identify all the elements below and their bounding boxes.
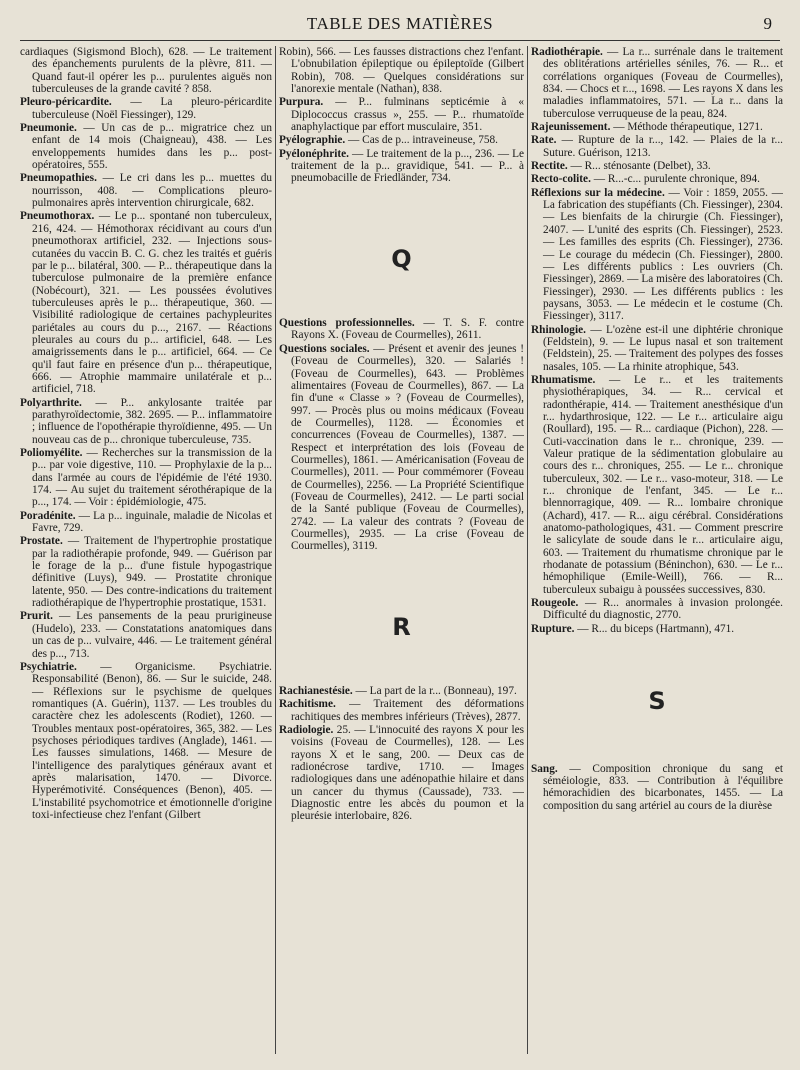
index-entry <box>531 187 783 323</box>
entry-text: — La p... inguinale, maladie de Nicolas et Favre, 729. <box>32 509 272 535</box>
entry-headword: Polyarthrite. <box>20 396 82 409</box>
entry-text: — Traitement de l'hypertrophie prostatique par la radiothérapie profonde, 949. — Guérison par le forage de la p... d'une fistule hypogastrique définitive (Luys), 949. — Prostatite chronique latente, 950. — Des contre-indications du traitement radiothérapique de l'hypertrophie prostatique, 1531. <box>32 535 272 610</box>
entry-headword: Pyélonéphrite. <box>279 147 349 160</box>
index-entry <box>279 685 524 697</box>
section-letter-q: Q <box>391 244 412 273</box>
header-rule <box>20 40 780 41</box>
entry-text: — Le cri dans les p... muettes du nourrisson, 408. — Complications pleuro-pulmonaires après intervention chirurgicale, 682. <box>32 172 272 210</box>
page-header <box>20 14 780 38</box>
entry-text: — La r... surrénale dans le traitement des oblitérations artérielles séniles, 76. — R... et corrélations organiques (Foveau de Courmelles), 834. — Chocs et r..., 1698. — Les rayons X dans les maladies inflammatoires, 571. — La r... dans la tuberculose verruqueuse de la peau, 824. <box>543 46 783 120</box>
column-2 <box>279 46 524 1056</box>
entry-text: Robin), 566. — Les fausses distractions chez l'enfant. L'obnubilation épileptique ou épileptoïde (Gilbert Robin), 708. — Quelques considérations sur l'anorexie mentale (Nathan), 838. <box>279 46 524 96</box>
index-entry <box>531 324 783 373</box>
entry-text: — P... ankylosante traitée par parathyroïdectomie, 382. 2695. — P... inflammatoire ; influence de l'opothérapie thyroïdienne, 495. — Un nouveau cas de p... chronique tuberculeuse, 735. <box>32 396 272 446</box>
index-entry <box>531 121 783 133</box>
entry-text: — P... fulminans septicémie à « Diplococcus crassus », 255. — P... rhumatoïde anaphylactique par effort musculaire, 351. <box>291 96 524 134</box>
index-entry <box>20 447 272 509</box>
entry-text: — R...-c... purulente chronique, 894. <box>590 173 761 186</box>
index-entry <box>531 173 783 185</box>
entry-text: — Le p... spontané non tuberculeux, 216, 424. — Hémothorax récidivant au cours d'un pneumothorax artificiel, 232. — Injections sous-cutanées du vaccin B. C. G. chez les traités et guéris par le p... bilatéral, 300. — P... thérapeutique dans la tuberculose pulmonaire de la première enfance (Nobécourt), 321. — Les poussées évolutives tuberculeuses après le p... thérapeutique, 360. — Visibilité radiologique de certaines pachypleurites pariétales au cours du p..., 2167. — Réactions pleurales au cours du p... artificiel, 648. — Les amaigrissements dans le p... artificiel, 664. — Ce qu'il faut faire en présence d'un p... thérapeutique, 666. — Atrophie mammaire unilatérale et p... artificiel, 718. <box>32 210 272 396</box>
entry-headword: Rougeole. <box>531 597 579 610</box>
index-entry <box>20 510 272 535</box>
entry-headword: Purpura. <box>279 96 324 109</box>
entry-headword: Rhumatisme. <box>531 373 596 386</box>
entry-text: — Présent et avenir des jeunes ! (Foveau de Courmelles), 320. — Salariés ! (Foveau de Courmelles), 643. — Problèmes alimentaires (Foveau de Courmelles), 867. — La fin d'une « Classe » ? (Foveau de Courmelles), 997. — Procès plus ou moins médicaux (Foveau de Courmelles), 1128. — Économies et concurrences (Foveau de Courmelles), 1387. — Respect et interprétation des lois (Foveau de Courmelles), 1861. — Américanisation (Foveau de Courmelles), 2011. — Pour commémorer (Foveau de Courmelles), 2256. — La Propriété Scientifique (Foveau de Courmelles), 2412. — Le parti social de la Santé publique (Foveau de Courmelles), 2742. — La valeur des contrats ? (Foveau de Courmelles), 2935. — La crise (Foveau de Courmelles), 3119. <box>291 342 524 553</box>
index-entry <box>279 46 524 95</box>
entry-headword: Rate. <box>531 134 557 147</box>
index-entry <box>20 397 272 446</box>
index-entry <box>279 724 524 823</box>
entry-headword: Rajeunissement. <box>531 121 611 134</box>
index-entry <box>20 46 272 95</box>
index-entry <box>20 96 272 121</box>
entry-headword: Pyélographie. <box>279 134 346 147</box>
entry-text: — Le r... et les traitements physiothérapiques, 34. — R... cervical et radonthérapie, 414. — Traitement anesthésique d'un r... hydarthrosique, 122. — Le r... articulaire aigu (Roullard), 195. — R... cardiaque (Pichon), 228. — Cuti-vaccination dans le r... chronique, 239. — Valeur pratique de la sédimentation globulaire au cours des r... chroniques, 255. — Le r... chronique tuberculeux, 302. — Le r... vaso-moteur, 318. — Le r... chronique de l'enfant, 345. — Le r... blennorragique, 409. — R... lombaire chronique (Achard), 417. — R... aigu cérébral. Considérations anatomo-pathologiques, 431. — Comment prescrire le salicylate de soude dans le r... articulaire aigu, 603. — Traitement du rhumatisme chronique par le rhodanate de potassium (Béninchon), 630. — Le r... hémophilique (Emile-Weill), 766. — R... tuberculeux subaigu à poussées successives, 830. <box>543 373 783 596</box>
index-entry <box>531 597 783 622</box>
entry-text: — L'ozène est-il une diphtérie chronique (Feldstein), 9. — Le lupus nasal et son traitement (Feldstein), 25. — Traitement des polypes des fosses nasales, 105. — La rhinite atrophique, 543. <box>543 323 783 373</box>
index-entry <box>531 46 783 120</box>
entry-headword: Radiothérapie. <box>531 46 603 58</box>
entry-headword: Poliomyélite. <box>20 447 83 459</box>
index-entry <box>531 763 783 812</box>
entry-text: — Organicisme. Psychiatrie. Responsabilité (Benon), 86. — Sur le suicide, 248. — Réflexions sur le psychisme de quelques romantiques (A. Guérin), 1137. — Les troubles du caractère chez les adolescents (Rodiet), 1260. — Troubles mentaux post-opératoires, 365, 382. — Les psychoses périodiques tardives (Anglade), 1461. — Les fausses simulations, 1468. — Mesure de l'intelligence des paralytiques généraux avant et après malarisation, 1470. — Divorce. Hyperémotivité. Conséquences (Benon), 405. — L'instabilité psychomotrice et émotionnelle d'origine toxi-infectieuse chez l'enfant (Gilbert <box>32 660 272 821</box>
entry-text: — Cas de p... intraveineuse, 758. <box>345 134 499 147</box>
column-divider-2 <box>527 46 528 1054</box>
entry-text: — Voir : 1859, 2055. — La fabrication des stupéfiants (Ch. Fiessinger), 2304. — Les bienfaits de la chirurgie (Ch. Fiessinger), 2407. — L'unité des esprits (Ch. Fiessinger), 2523. — Les familles des esprits (Ch. Fiessinger), 2736. — Le courage du médecin (Ch. Fiessinger), 2800. — Les différents publics : Les ouvriers (Ch. Fiessinger), 2869. — La misère des laboratoires (Ch. Fiessinger), 2930. — Les différents publics : les paysans, 3053. — Le médecin et le costume (Ch. Fiessinger), 3117. <box>543 186 783 323</box>
entry-text: — R... sténosante (Delbet), 33. <box>567 160 711 173</box>
page-number: 9 <box>763 14 772 33</box>
entry-text: — R... du biceps (Hartmann), 471. <box>574 622 735 635</box>
index-entry <box>279 96 524 133</box>
entry-headword: Prostate. <box>20 535 63 548</box>
entry-headword: Pneumonie. <box>20 122 77 135</box>
entry-headword: Rectite. <box>531 160 568 173</box>
index-entry <box>279 698 524 723</box>
entry-headword: Questions sociales. <box>279 342 370 355</box>
entry-text: — Un cas de p... migratrice chez un enfant de 14 mois (Chaigneau), 438. — Les enveloppements humides dans les p... post-opératoires, 555. <box>32 122 272 172</box>
index-entry <box>279 134 524 146</box>
index-entry <box>279 343 524 553</box>
index-entry <box>279 317 524 342</box>
entry-headword: Prurit. <box>20 610 53 623</box>
entry-headword: Rachianestésie. <box>279 685 353 697</box>
index-entry <box>20 661 272 821</box>
entry-headword: Pleuro-péricardite. <box>20 96 112 109</box>
section-letter-r: R <box>392 612 411 641</box>
entry-text: — Méthode thérapeutique, 1271. <box>610 121 763 134</box>
entry-headword: Recto-colite. <box>531 173 591 186</box>
entry-headword: Rhinologie. <box>531 323 586 336</box>
page-title: TABLE DES MATIÈRES <box>306 14 494 33</box>
index-entry <box>20 210 272 395</box>
entry-headword: Pneumothorax. <box>20 210 95 223</box>
entry-headword: Psychiatrie. <box>20 660 77 673</box>
entry-headword: Radiologie. <box>279 724 334 737</box>
index-entry <box>20 535 272 609</box>
index-entry <box>531 623 783 635</box>
entry-headword: Réflexions sur la médecine. <box>531 186 665 199</box>
entry-text: — La pleuro-péricardite tuberculeuse (Noël Fiessinger), 129. <box>32 96 272 121</box>
index-entry <box>20 610 272 659</box>
entry-headword: Pneumopathies. <box>20 172 97 185</box>
entry-text: — R... anormales à invasion prolongée. Difficulté du diagnostic, 2770. <box>543 597 783 622</box>
entry-headword: Questions professionnelles. <box>279 317 415 330</box>
entry-text: — Le traitement de la p..., 236. — Le traitement de la p... gravidique, 541. — P... à pneumobacille de Friedländer, 734. <box>291 147 524 185</box>
entry-text: — Recherches sur la transmission de la p... par voie digestive, 110. — Prophylaxie de la p... dans l'armée au cours de l'épidémie de l'été 1930. 174. — Au sujet du traitement sérothérapique de la p..., 174. — Voir : épidémiologie, 475. <box>32 447 272 509</box>
section-letter-s: S <box>648 687 666 716</box>
entry-headword: Rachitisme. <box>279 698 336 711</box>
index-entry <box>279 148 524 185</box>
entry-headword: Poradénite. <box>20 509 76 522</box>
entry-headword: Sang. <box>531 762 558 775</box>
entry-text: — Traitement des déformations rachitiques des membres inférieurs (Trèves), 2877. <box>291 698 524 723</box>
index-entry <box>20 172 272 209</box>
column-3 <box>531 46 783 1056</box>
entry-text: — Les pansements de la peau prurigineuse (Hudelo), 233. — Constatations anatomiques dans un cas de p... vulvaire, 446. — Le traitement général des p..., 713. <box>32 610 272 660</box>
entry-text: 25. — L'innocuité des rayons X pour les voisins (Foveau de Courmelles), 128. — Les rayons X et le sang, 200. — Deux cas de radionécrose tardive, 1710. — Images radiologiques dans une adénopathie hilaire et dans un cancer du thymus (Caussade), 733. — Diagnostic entre les abcès du poumon et la pleurésie interlobaire, 826. <box>291 724 524 823</box>
index-entry <box>531 134 783 159</box>
index-entry <box>531 160 783 172</box>
column-1 <box>20 46 272 1056</box>
column-divider-1 <box>275 46 276 1054</box>
entry-text: — Composition chronique du sang et séméiologie, 833. — Contribution à l'équilibre hémorachidien des bicarbonates, 1455. — La composition du sang artériel au cours de la diurèse <box>543 762 783 812</box>
entry-text: — Rupture de la r..., 142. — Plaies de la r... Suture. Guérison, 1213. <box>543 134 783 159</box>
entry-text: — T. S. F. contre Rayons X. (Foveau de Courmelles), 2611. <box>291 317 524 342</box>
index-entry <box>20 122 272 171</box>
index-entry <box>531 374 783 596</box>
entry-headword: Rupture. <box>531 622 575 635</box>
entry-text: cardiaques (Sigismond Bloch), 628. — Le traitement des épanchements purulents de la plèvre, 811. — Quand faut-il opérer les p... purulentes aiguës non tuberculeuses de la grande cavité ? 858. <box>20 46 272 96</box>
entry-text: — La part de la r... (Bonneau), 197. <box>352 685 517 697</box>
